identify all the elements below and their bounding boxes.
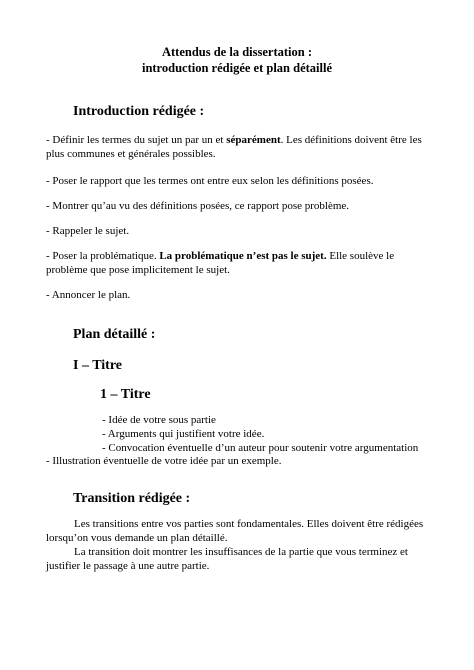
emphasis-separement: séparément: [226, 134, 281, 146]
plan-bullet-arguments: - Arguments qui justifient votre idée.: [102, 428, 265, 440]
plan-heading: Plan détaillé :: [73, 327, 156, 342]
transition-paragraph-2: La transition doit montrer les insuffisances de la partie que vous terminez et justifier le passage à une autre partie.: [46, 546, 408, 572]
intro-item-relationship: - Poser le rapport que les termes ont entre eux selon les définitions posées.: [46, 175, 374, 187]
emphasis-problematique: La problématique n’est pas le sujet.: [159, 250, 327, 262]
plan-part-title: I – Titre: [73, 358, 123, 373]
title-line-2: introduction rédigée et plan détaillé: [141, 61, 333, 75]
document-title: [0, 44, 474, 76]
intro-item-define-terms: - Définir les termes du sujet un par un et séparément. Les définitions doivent être les plus communes et générales possibles.: [46, 134, 422, 160]
intro-item-show-problem: - Montrer qu’au vu des définitions posées, ce rapport pose problème.: [46, 200, 350, 212]
intro-item-problematique: - Poser la problématique. La problématique n’est pas le sujet. Elle soulève le problème que pose implicitement le sujet.: [46, 250, 395, 276]
plan-bullet-author: - Convocation éventuelle d’un auteur pour soutenir votre argumentation: [102, 442, 419, 454]
plan-bullet-illustration: - Illustration éventuelle de votre idée par un exemple.: [46, 455, 282, 467]
plan-bullet-idea: - Idée de votre sous partie: [102, 414, 216, 426]
plan-sub-title: 1 – Titre: [100, 387, 151, 402]
title-line-1: Attendus de la dissertation :: [161, 45, 312, 59]
intro-item-announce-plan: - Annoncer le plan.: [46, 289, 131, 301]
intro-item-recall-subject: - Rappeler le sujet.: [46, 225, 130, 237]
introduction-heading: Introduction rédigée :: [73, 104, 205, 119]
transition-heading: Transition rédigée :: [73, 491, 191, 506]
transition-paragraph-1: Les transitions entre vos parties sont fondamentales. Elles doivent être rédigées lorsqu’on vous demande un plan détaillé.: [46, 518, 424, 544]
